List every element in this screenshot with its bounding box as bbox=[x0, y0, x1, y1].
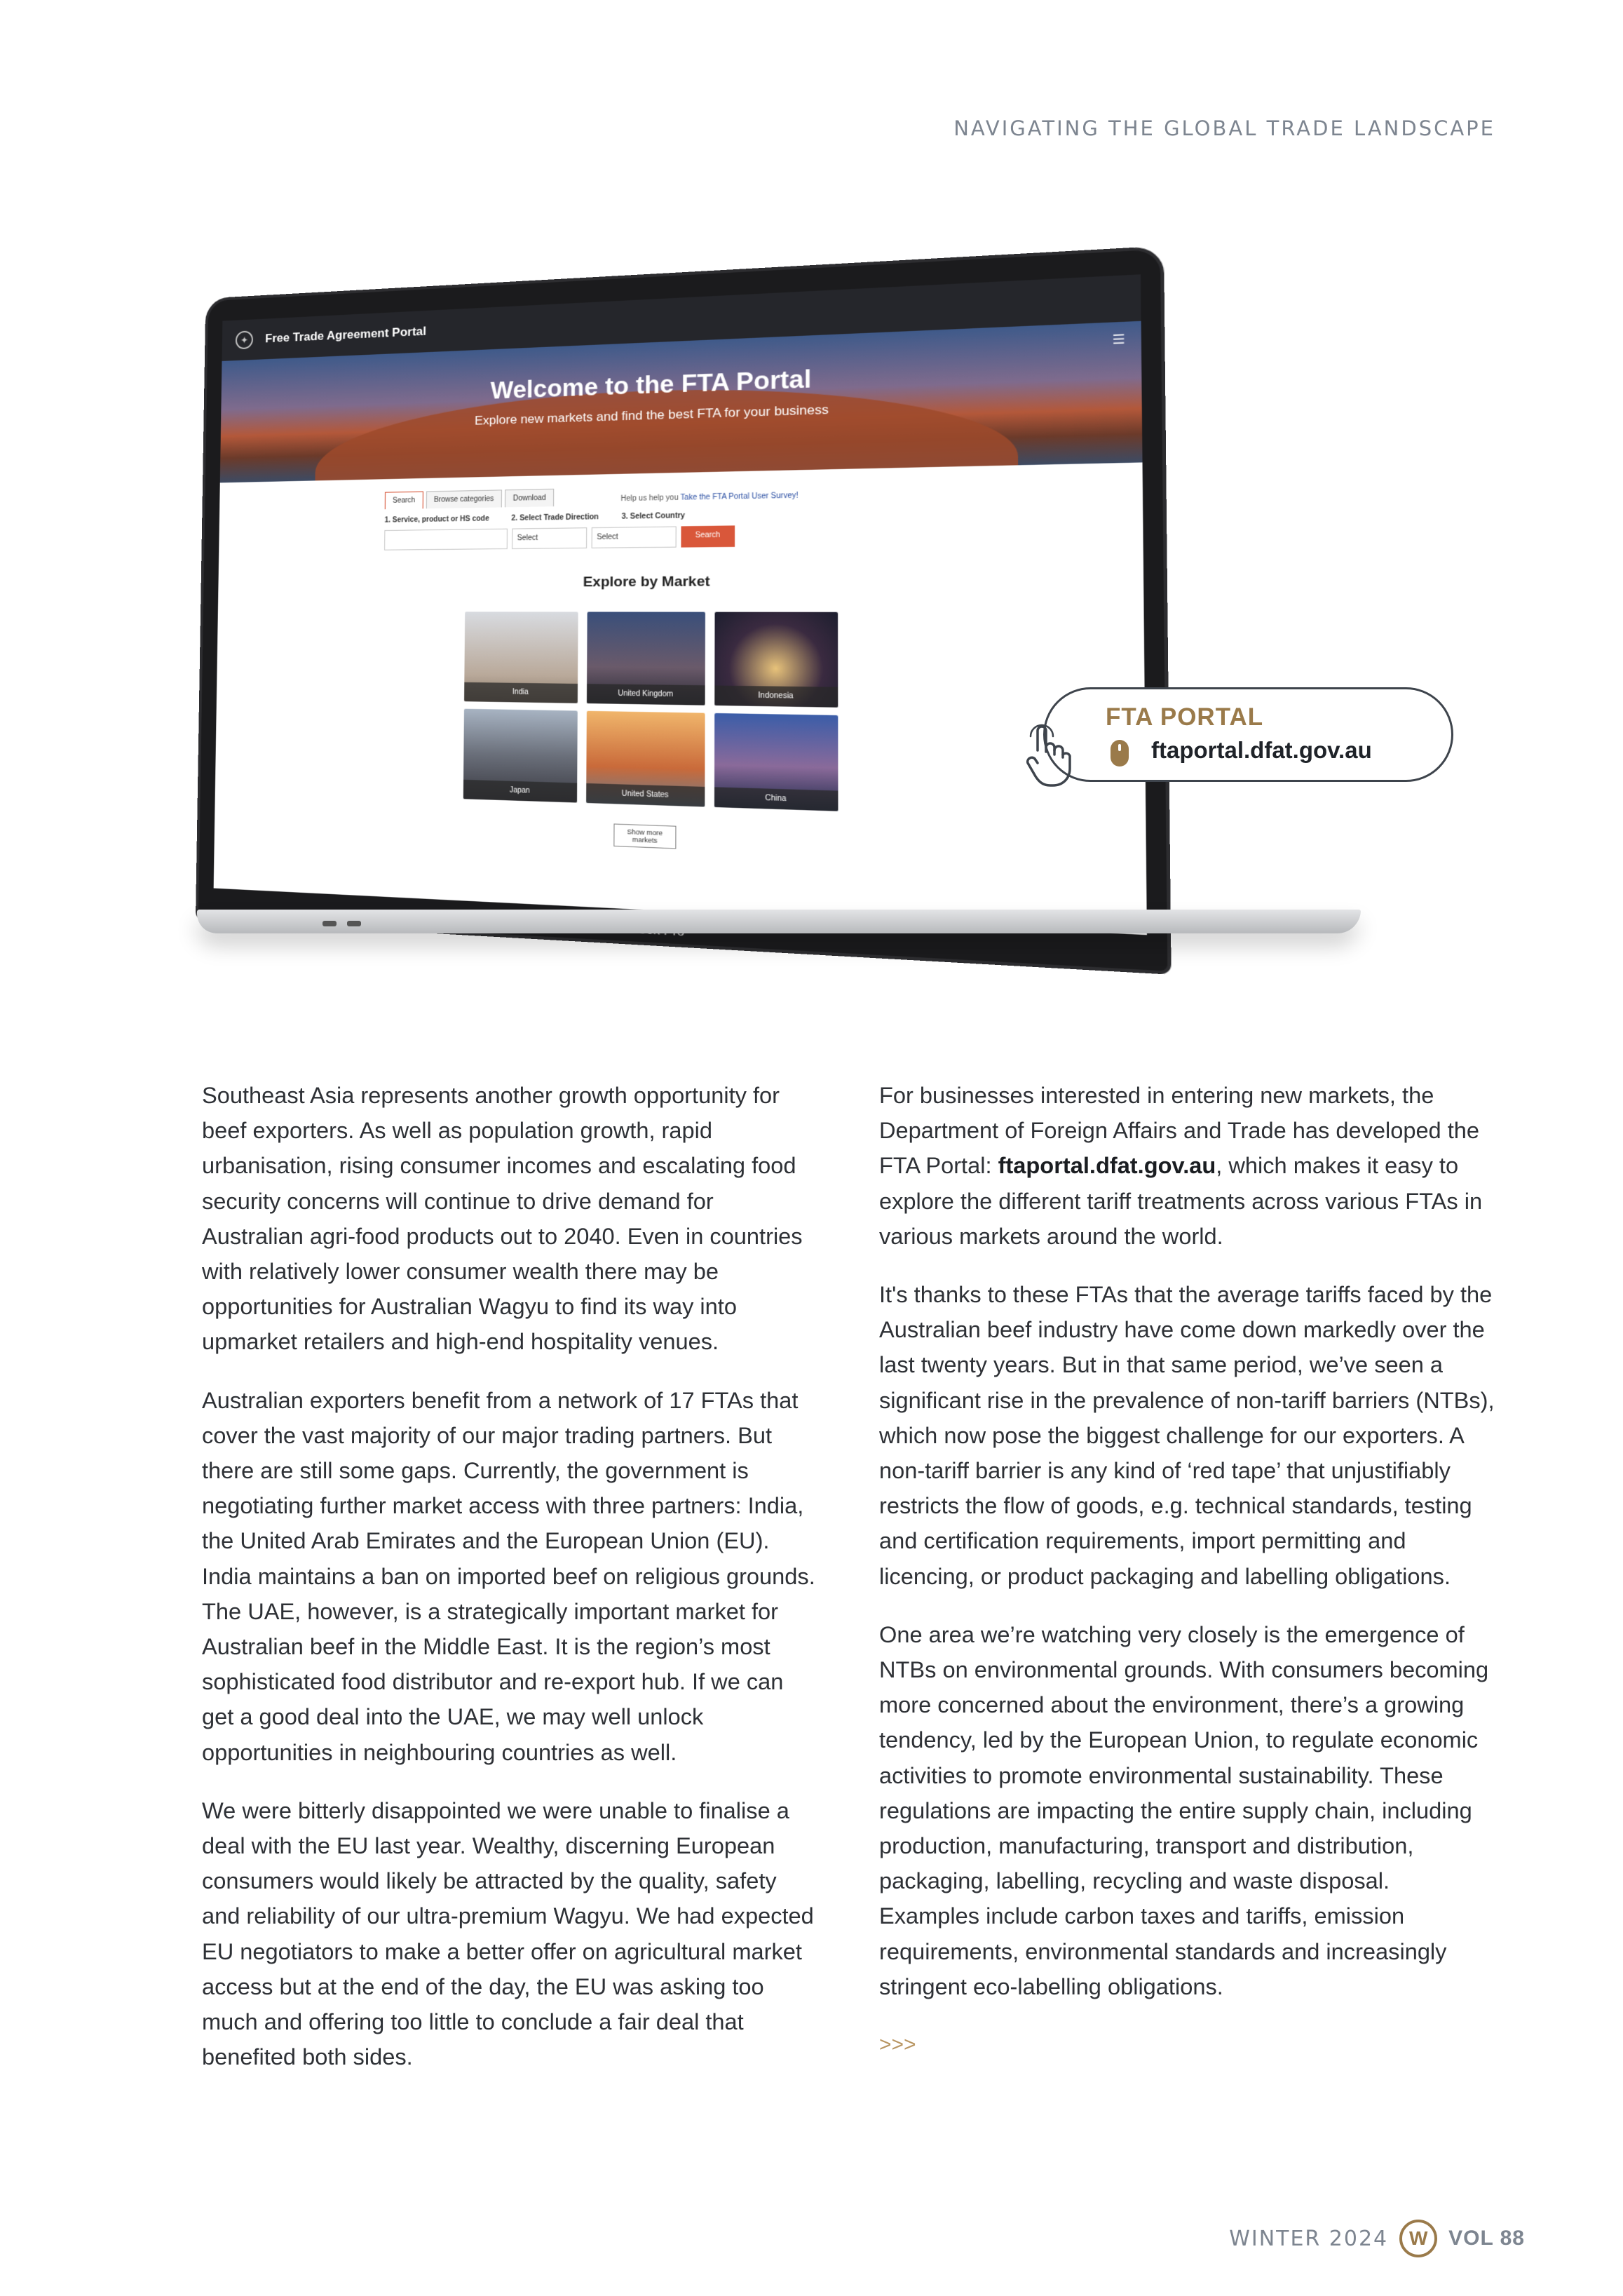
coat-of-arms-icon: ✦ bbox=[236, 330, 253, 349]
market-tiles bbox=[215, 612, 1146, 821]
market-tile bbox=[586, 711, 705, 807]
hamburger-menu-icon: ☰ bbox=[1112, 332, 1125, 348]
show-more-markets-button: Show more markets bbox=[613, 823, 676, 849]
hand-pointer-icon bbox=[1024, 722, 1073, 789]
laptop-mockup bbox=[196, 298, 1353, 943]
body-paragraph: One area we’re watching very closely is the emergence of NTBs on environmental grounds. With consumers becoming more concerned about the environment, there’s a growing tendency, led by the European Union, to regulate economic activities to promote environmental sustainability. These regulations are impacting the entire supply chain, including production, manufacturing, transport and distribution, packaging, labelling, recycling and waste disposal. Examples include carbon taxes and tariffs, emission requirements, environmental standards and increasingly stringent eco-labelling obligations. bbox=[879, 1621, 1489, 1999]
wagyu-logo-icon: W bbox=[1399, 2220, 1437, 2257]
body-paragraph bbox=[879, 1078, 1496, 1254]
laptop-lid bbox=[198, 249, 1168, 971]
running-head: NAVIGATING THE GLOBAL TRADE LANDSCAPE bbox=[953, 116, 1495, 140]
product-field bbox=[384, 529, 508, 551]
market-tile-label: Indonesia bbox=[714, 685, 838, 707]
portal-header-title: Free Trade Agreement Portal bbox=[265, 324, 427, 346]
help-text: Help us help you bbox=[620, 494, 679, 504]
portal-search-button: Search bbox=[681, 525, 734, 547]
fta-portal-link[interactable]: ftaportal.dfat.gov.au bbox=[998, 1152, 1216, 1179]
hero-title: Welcome to the FTA Portal bbox=[490, 364, 812, 404]
market-tile-label: India bbox=[464, 682, 578, 703]
market-tile-label: Japan bbox=[463, 780, 577, 803]
explore-by-market-title: Explore by Market bbox=[583, 574, 710, 590]
callout-url-link[interactable]: ftaportal.dfat.gov.au bbox=[1151, 737, 1372, 763]
body-paragraph: Australian exporters benefit from a network of 17 FTAs that cover the vast majority of our major trading partners. But there are still some gaps. Currently, the government is negotiating further market access with three partners: India, the United Arab Emirates and the European Union (EU). India maintains a ban on imported beef on religious grounds. The UAE, however, is a strategically important market for Australian beef in the Middle East. It is the region’s most sophisticated food distributor and re-export hub. If we can get a good deal into the UAE, we may well unlock opportunities in neighbouring countries as well. bbox=[202, 1386, 815, 1765]
usb-port-icon bbox=[322, 921, 337, 926]
fta-portal-callout[interactable] bbox=[1043, 687, 1453, 782]
market-tile bbox=[587, 612, 705, 705]
body-paragraph: Southeast Asia represents another growth opportunity for beef exporters. As well as population growth, rapid urbanisation, rising consumer incomes and escalating food security concerns will continue to drive demand for Australian agri-food products out to 2040. Even in countries with relatively lower consumer wealth there may be opportunities for Australian Wagyu to find its way into upmarket retailers and high-end hospitality venues. bbox=[202, 1082, 803, 1355]
footer-volume: VOL 88 bbox=[1448, 2227, 1525, 2250]
hero-subtitle: Explore new markets and find the best FTA for your business bbox=[475, 402, 829, 428]
tab-browse-categories: Browse categories bbox=[426, 489, 501, 508]
trade-direction-select: Select bbox=[512, 527, 587, 549]
market-tile bbox=[464, 612, 578, 703]
market-tile-label: China bbox=[714, 787, 838, 811]
fta-portal-screenshot bbox=[214, 274, 1147, 935]
left-column bbox=[202, 1078, 819, 2098]
search-fields bbox=[384, 520, 1143, 551]
right-column bbox=[879, 1078, 1496, 2086]
tab-download: Download bbox=[505, 489, 555, 507]
laptop-base bbox=[196, 910, 1361, 933]
market-tile bbox=[714, 713, 838, 811]
market-tile bbox=[714, 612, 838, 708]
page-footer bbox=[1229, 2220, 1525, 2257]
mouse-icon bbox=[1111, 740, 1129, 767]
body-paragraph: It's thanks to these FTAs that the average tariffs faced by the Australian beef industry have come down markedly over the last twenty years. But in that same period, we’ve seen a significant rise in the prevalence of non-tariff barriers (NTBs), which now pose the biggest challenge for our exporters. A non-tariff barrier is any kind of ‘red tape’ that unjustifiably restricts the flow of goods, e.g. technical standards, testing and certification requirements, import permitting and licencing, or product packaging and labelling obligations. bbox=[879, 1281, 1495, 1589]
paragraph-text: For businesses interested in entering new markets, the Department of Foreign Affairs and Trade has developed the FTA Portal: bbox=[879, 1082, 1480, 1179]
continue-arrows: >>> bbox=[879, 2033, 916, 2057]
survey-link: Take the FTA Portal User Survey! bbox=[680, 491, 799, 502]
label-country: 3. Select Country bbox=[621, 511, 686, 521]
label-trade-direction: 2. Select Trade Direction bbox=[511, 513, 599, 523]
body-paragraph: We were bitterly disappointed we were unable to finalise a deal with the EU last year. Wealthy, discerning European consumers would likely be attracted by the quality, safety and reliability of our ultra-premium Wagyu. We had expected EU negotiators to make a better offer on agricultural market access but at the end of the day, the EU was asking too much and offering too little to conclude a fair deal that benefited both sides. bbox=[202, 1797, 814, 2070]
tab-search: Search bbox=[385, 492, 423, 510]
market-tile bbox=[463, 709, 578, 803]
label-product: 1. Service, product or HS code bbox=[384, 515, 489, 525]
footer-season: WINTER 2024 bbox=[1229, 2226, 1389, 2251]
market-tile-label: United States bbox=[586, 783, 705, 807]
market-tile-label: United Kingdom bbox=[587, 684, 705, 705]
paragraph-text: , which makes it easy to explore the different tariff treatments across various FTAs in various markets around the world. bbox=[879, 1152, 1483, 1249]
usb-port-icon bbox=[347, 921, 361, 926]
callout-title: FTA PORTAL bbox=[1106, 703, 1264, 731]
country-select: Select bbox=[592, 526, 677, 548]
